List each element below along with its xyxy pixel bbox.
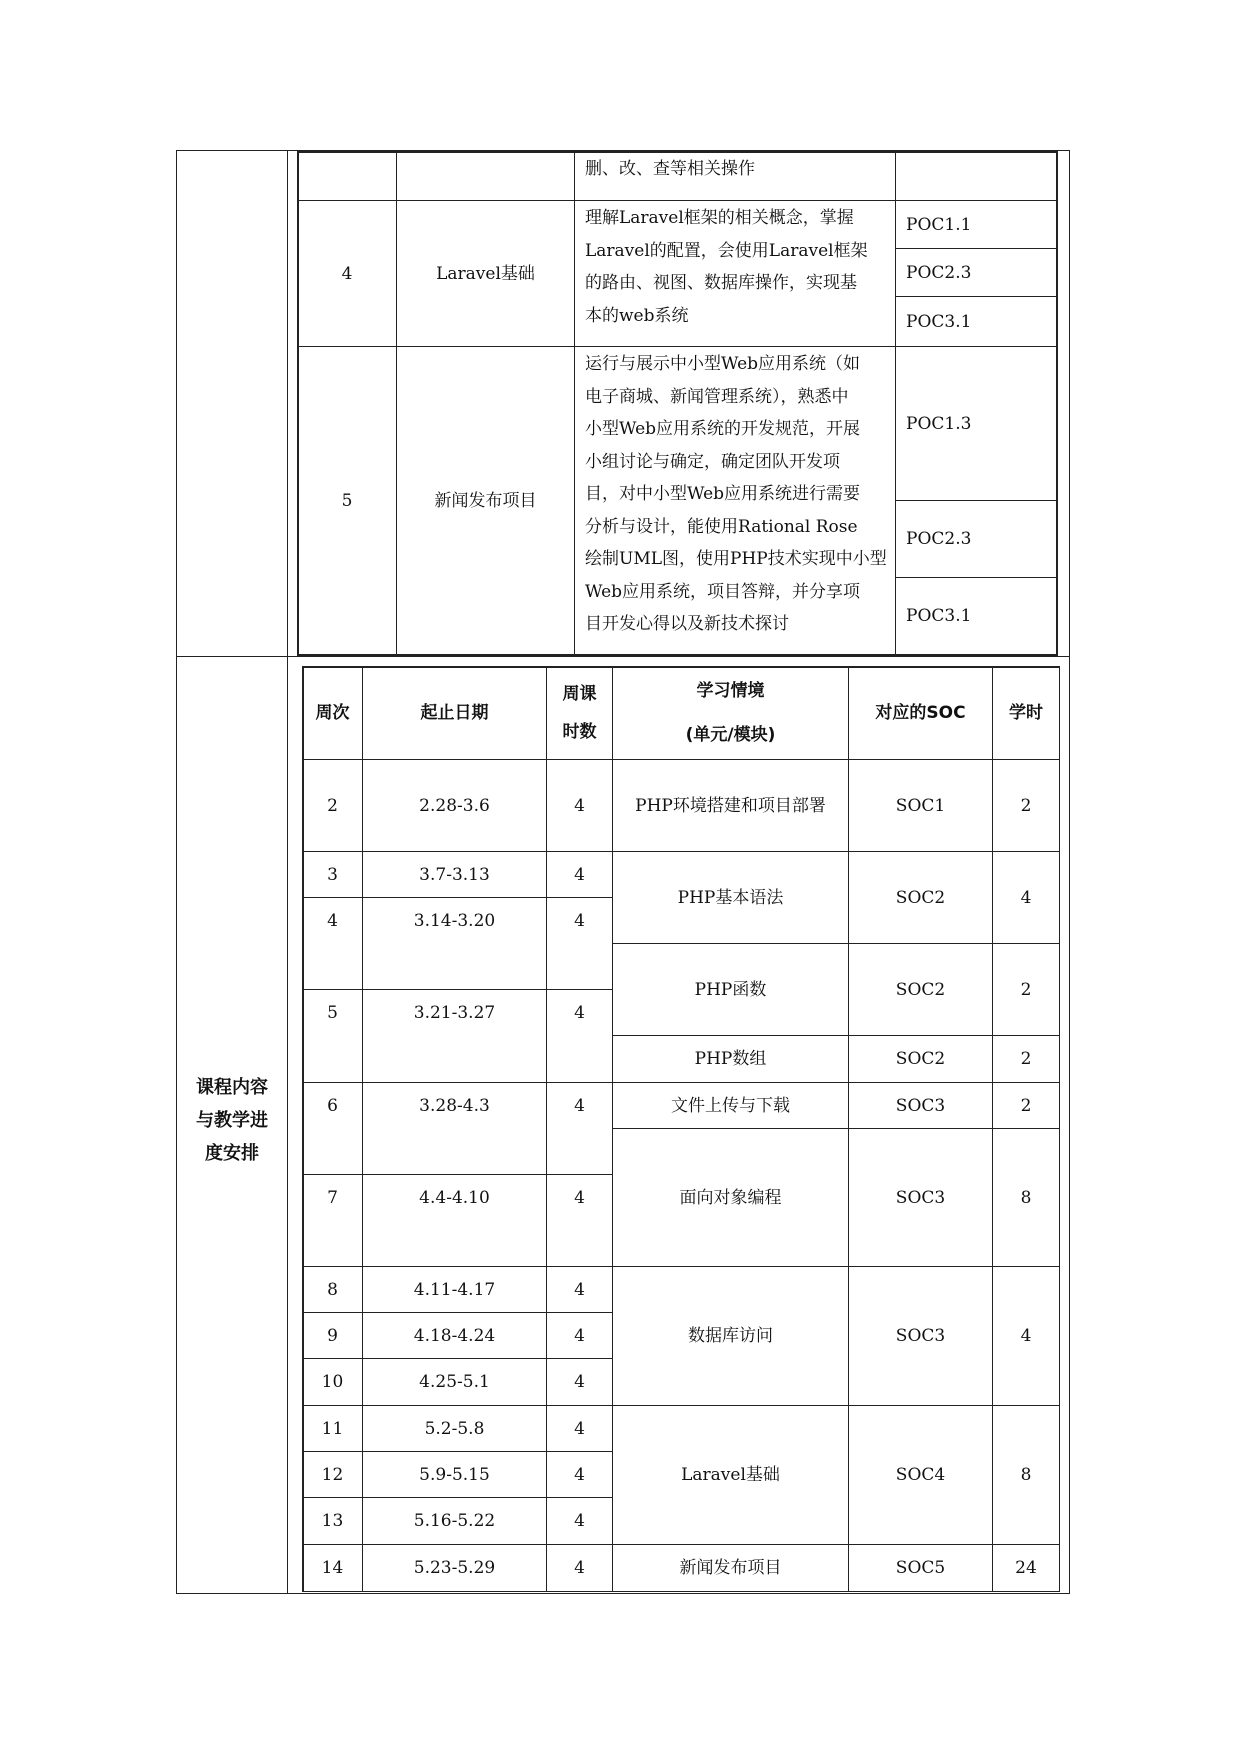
desc-line: 电子商城、新闻管理系统），熟悉中	[585, 386, 849, 407]
unit-hours: 24	[1015, 1558, 1037, 1578]
unit-soc: SOC1	[895, 795, 946, 816]
poc-code: POC3.1	[906, 606, 972, 626]
unit-soc: SOC2	[895, 979, 946, 1000]
week-dates: 3.28-4.3	[419, 1095, 490, 1116]
header-situation	[613, 667, 848, 759]
header-line: 周课	[562, 684, 597, 704]
desc-line: 删、改、查等相关操作	[585, 159, 755, 179]
unit-name: 新闻发布项目	[679, 1558, 782, 1578]
week-number: 12	[321, 1464, 344, 1485]
poc-code: POC2.3	[906, 262, 972, 283]
unit-name: PHP数组	[694, 1049, 767, 1069]
section-label-line: 度安排	[205, 1143, 259, 1164]
poc-code: POC1.3	[906, 413, 972, 434]
week-number: 2	[327, 795, 338, 816]
unit-soc: SOC3	[895, 1095, 946, 1116]
unit-hours: 2	[1020, 1095, 1032, 1116]
section-label-line: 课程内容	[196, 1077, 268, 1098]
week-hours: 4	[574, 1558, 585, 1578]
unit-name: Laravel基础	[681, 1465, 780, 1485]
section-label-line: 与教学进	[196, 1110, 268, 1131]
unit-soc: SOC2	[895, 887, 946, 908]
header-soc: 对应的SOC	[875, 703, 966, 723]
header-line: (单元/模块)	[685, 725, 776, 745]
unit-hours: 2	[1020, 795, 1032, 816]
week-dates: 5.9-5.15	[419, 1464, 490, 1485]
week-number: 5	[327, 1002, 338, 1023]
week-number: 14	[321, 1558, 344, 1578]
unit-hours: 2	[1020, 979, 1032, 1000]
week-dates: 4.25-5.1	[419, 1372, 490, 1392]
poc-code: POC2.3	[906, 529, 972, 549]
desc-line: 理解Laravel框架的相关概念，掌握	[585, 208, 854, 228]
week-hours: 4	[574, 1511, 585, 1531]
outcome-desc	[585, 202, 890, 332]
desc-line: Laravel的配置，会使用Laravel框架	[585, 240, 868, 261]
outcome-topic: Laravel基础	[436, 263, 535, 284]
unit-hours: 8	[1020, 1465, 1032, 1485]
week-hours: 4	[574, 1095, 585, 1116]
week-dates: 5.23-5.29	[413, 1558, 496, 1578]
desc-line: 本的web系统	[585, 305, 689, 326]
header-credit-hours: 学时	[1009, 703, 1043, 723]
unit-hours: 4	[1020, 1326, 1032, 1346]
unit-name: 数据库访问	[688, 1326, 773, 1346]
header-week: 周次	[315, 703, 350, 723]
unit-name: 面向对象编程	[679, 1187, 782, 1208]
unit-soc: SOC3	[895, 1326, 946, 1346]
week-hours: 4	[574, 1279, 585, 1300]
week-number: 9	[327, 1325, 338, 1346]
desc-line: 的路由、视图、数据库操作，实现基	[585, 273, 857, 293]
header-line: 时数	[562, 722, 597, 742]
desc-line: 目开发心得以及新技术探讨	[585, 614, 789, 634]
unit-soc: SOC3	[895, 1187, 946, 1208]
desc-line: 运行与展示中小型Web应用系统（如	[585, 354, 861, 374]
unit-hours: 4	[1020, 887, 1032, 908]
week-dates: 3.14-3.20	[413, 910, 496, 931]
section-label	[177, 1071, 287, 1170]
week-dates: 3.7-3.13	[419, 864, 490, 885]
week-number: 3	[327, 864, 338, 885]
poc-code: POC1.1	[906, 214, 972, 235]
week-dates: 4.4-4.10	[419, 1187, 490, 1208]
week-number: 10	[321, 1372, 344, 1392]
week-number: 7	[327, 1187, 338, 1208]
desc-line: 分析与设计，能使用Rational Rose	[585, 516, 858, 537]
week-dates: 4.18-4.24	[413, 1325, 496, 1346]
week-number: 8	[327, 1279, 338, 1300]
week-dates: 3.21-3.27	[413, 1002, 496, 1023]
week-hours: 4	[574, 795, 585, 816]
week-hours: 4	[574, 1372, 585, 1392]
week-hours: 4	[574, 1002, 585, 1023]
desc-line: 目，对中小型Web应用系统进行需要	[585, 484, 861, 504]
week-dates: 5.2-5.8	[424, 1418, 485, 1439]
desc-line: 小型Web应用系统的开发规范，开展	[585, 419, 861, 439]
week-hours: 4	[574, 1418, 585, 1439]
week-number: 4	[327, 910, 338, 931]
unit-hours: 8	[1020, 1187, 1032, 1208]
week-hours: 4	[574, 1464, 585, 1485]
outcome-topic: 新闻发布项目	[434, 490, 537, 511]
week-number: 11	[321, 1418, 344, 1439]
outcome-number: 5	[341, 490, 353, 511]
week-dates: 2.28-3.6	[419, 795, 490, 816]
week-number: 6	[327, 1095, 338, 1116]
unit-name: 文件上传与下载	[671, 1095, 790, 1116]
unit-name: PHP函数	[694, 979, 767, 1000]
desc-line: 绘制UML图，使用PHP技术实现中小型	[585, 549, 887, 569]
poc-code: POC3.1	[906, 311, 972, 332]
week-dates: 4.11-4.17	[413, 1279, 496, 1300]
header-line: 学习情境	[696, 681, 765, 701]
outcome-desc	[585, 153, 890, 186]
outcome-number: 4	[341, 263, 353, 284]
week-hours: 4	[574, 864, 585, 885]
week-hours: 4	[574, 910, 585, 931]
header-dates: 起止日期	[420, 703, 489, 723]
header-weekly-hours	[547, 667, 612, 759]
unit-hours: 2	[1020, 1049, 1032, 1069]
unit-name: PHP基本语法	[677, 887, 784, 908]
outcome-desc	[585, 348, 890, 641]
unit-soc: SOC5	[895, 1558, 946, 1578]
unit-soc: SOC2	[895, 1049, 946, 1069]
week-hours: 4	[574, 1187, 585, 1208]
unit-name: PHP环境搭建和项目部署	[635, 795, 826, 816]
week-hours: 4	[574, 1325, 585, 1346]
week-number: 13	[321, 1511, 344, 1531]
desc-line: Web应用系统，项目答辩，并分享项	[585, 581, 861, 602]
week-dates: 5.16-5.22	[413, 1511, 496, 1531]
desc-line: 小组讨论与确定，确定团队开发项	[585, 451, 840, 472]
unit-soc: SOC4	[895, 1465, 946, 1485]
